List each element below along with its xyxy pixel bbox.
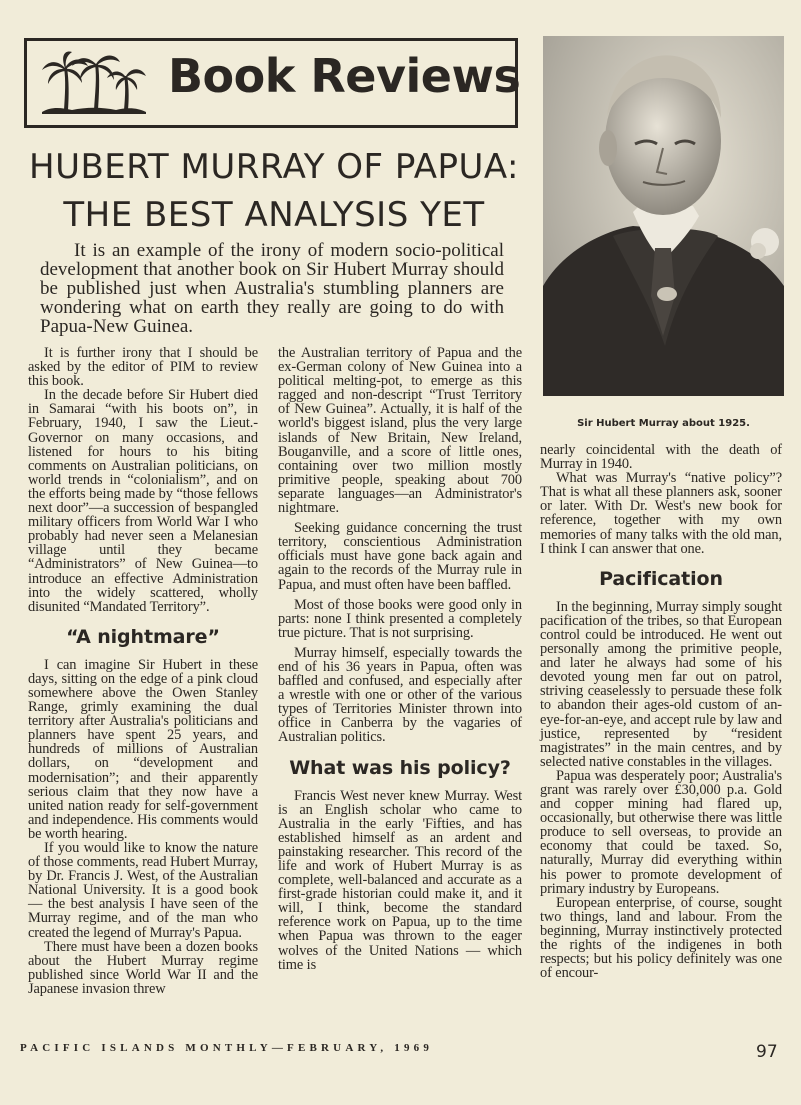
portrait-photo <box>543 36 784 396</box>
paragraph: the Australian territory of Papua and the ex-German colony of New Guinea into a political melting-pot, to emerge as this ragged and non-descript “Trust Territory of New Guinea”. Actually, it is half of the world's biggest island, plus the very large islands of New Britain, New Ireland, Bouganville, and a score of little ones, containing over two million mostly primitive people, speaking about 700 separate languages—an Administrator's nightmare. <box>278 345 522 517</box>
page-number: 97 <box>756 1042 778 1062</box>
palm-trees-logo <box>42 50 146 114</box>
paragraph: Papua was desperately poor; Australia's grant was rarely over £30,000 p.a. Gold and copper mining had flared up, occasionally, but otherwise there was little produce to sell overseas, to provide an economy that could be taxed. So, naturally, Murray did everything within his power to promote development of primary industry by Europeans. <box>540 767 782 897</box>
photo-caption: Sir Hubert Murray about 1925. <box>577 418 750 429</box>
subheading-pacification: Pacification <box>599 567 723 590</box>
paragraph: Most of those books were good only in parts: none I think presented a completely true picture. That is not surprising. <box>278 596 522 641</box>
headline-line-2: THE BEST ANALYSIS YET <box>63 195 485 235</box>
paragraph: It is further irony that I should be asked by the editor of PIM to review this book. <box>28 345 258 390</box>
paragraph: In the beginning, Murray simply sought pacification of the tribes, so that European control could be introduced. He went out personally among the primitive people, and later he always had some of his devoted young men far out on patrol, striving ceaselessly to persuade these folk to abandon their ages-old custom of an-eye-for-an-eye, and accept rule by law and justice, represented by “resident magistrates” in the main centres, and by selected native constables in the villages. <box>540 598 782 770</box>
paragraph: Seeking guidance concerning the trust territory, conscientious Administration officials must have gone back again and again to the records of the Murray rule in Papua, and must often have been baffled. <box>278 520 522 593</box>
headline-line-1: HUBERT MURRAY OF PAPUA: <box>29 147 519 187</box>
paragraph: If you would like to know the nature of those comments, read Hubert Murray, by Dr. Francis J. West, of the Australian National University. It is a good book — the best analysis I have seen of the Murray regime, and of the man who created the legend of Murray's Papua. <box>28 840 258 941</box>
subheading-nightmare: “A nightmare” <box>66 625 220 648</box>
lead-paragraph: It is an example of the irony of modern socio-political development that another book on Sir Hubert Murray should be published just when Australia's stumbling planners are wondering what on earth they really are going to do with Papua-New Guinea. <box>40 240 504 337</box>
footer-publication: PACIFIC ISLANDS MONTHLY—FEBRUARY, 1969 <box>20 1042 434 1054</box>
paragraph: European enterprise, of course, sought two things, land and labour. From the beginning, Murray instinctively protected the rights of the indigenes in both respects; but his policy definitely was one of encour- <box>540 894 782 982</box>
paragraph: What was Murray's “native policy”? That is what all these planners ask, sooner or later. With Dr. West's new book for reference, together with my own memories of many talks with the old man, I think I can answer that one. <box>540 470 782 557</box>
paragraph: In the decade before Sir Hubert died in Samarai “with his boots on”, in February, 1940, I saw the Lieut.-Governor on many occasions, and listened for hours to his biting comments on Australian politicians, on world trends in “colonialism”, and on the efforts being made by “those fellows next door”—a succession of bespangled military officers from World War I who probably had never seen a Melanesian village until they became “Administrators” of New Guinea—to introduce an effective Administration into the widely scattered, wholly disunited “Mandated Territory”. <box>28 387 258 615</box>
article-column-1 <box>28 346 258 996</box>
paragraph: nearly coincidental with the death of Murray in 1940. <box>540 442 782 473</box>
article-column-3 <box>540 443 782 980</box>
article-column-2 <box>278 346 522 972</box>
paragraph: Francis West never knew Murray. West is an English scholar who came to Australia in the early 'Fifties, and has established himself as an ardent and painstaking researcher. This record of the life and work of Hubert Murray is as complete, well-balanced and accurate as a first-grade historian could make it, and it will, I think, become the standard reference work on Papua, up to the time when Papua was thrown to the eager wolves of the United Nations — which time is <box>278 787 522 973</box>
section-title: Book Reviews <box>168 49 521 103</box>
paragraph: I can imagine Sir Hubert in these days, sitting on the edge of a pink cloud somewhere above the Owen Stanley Range, grimly examining the dual territory after Australia's politicians and planners have spent 25 years, and hundreds of millions of Australian dollars, on “development and modernisation”; and their apparently serious claim that they now have a united nation ready for self-government and independence. His comments would be worth hearing. <box>28 656 258 842</box>
paragraph: Murray himself, especially towards the end of his 36 years in Papua, often was baffled and confused, and especially after a wrestle with one or other of the various types of Territories Minister thrown into office in Canberra by the vagaries of Australian politics. <box>278 644 522 746</box>
subheading-policy: What was his policy? <box>289 756 511 779</box>
paragraph: There must have been a dozen books about the Hubert Murray regime published since World War II and the Japanese invasion threw <box>28 938 258 997</box>
